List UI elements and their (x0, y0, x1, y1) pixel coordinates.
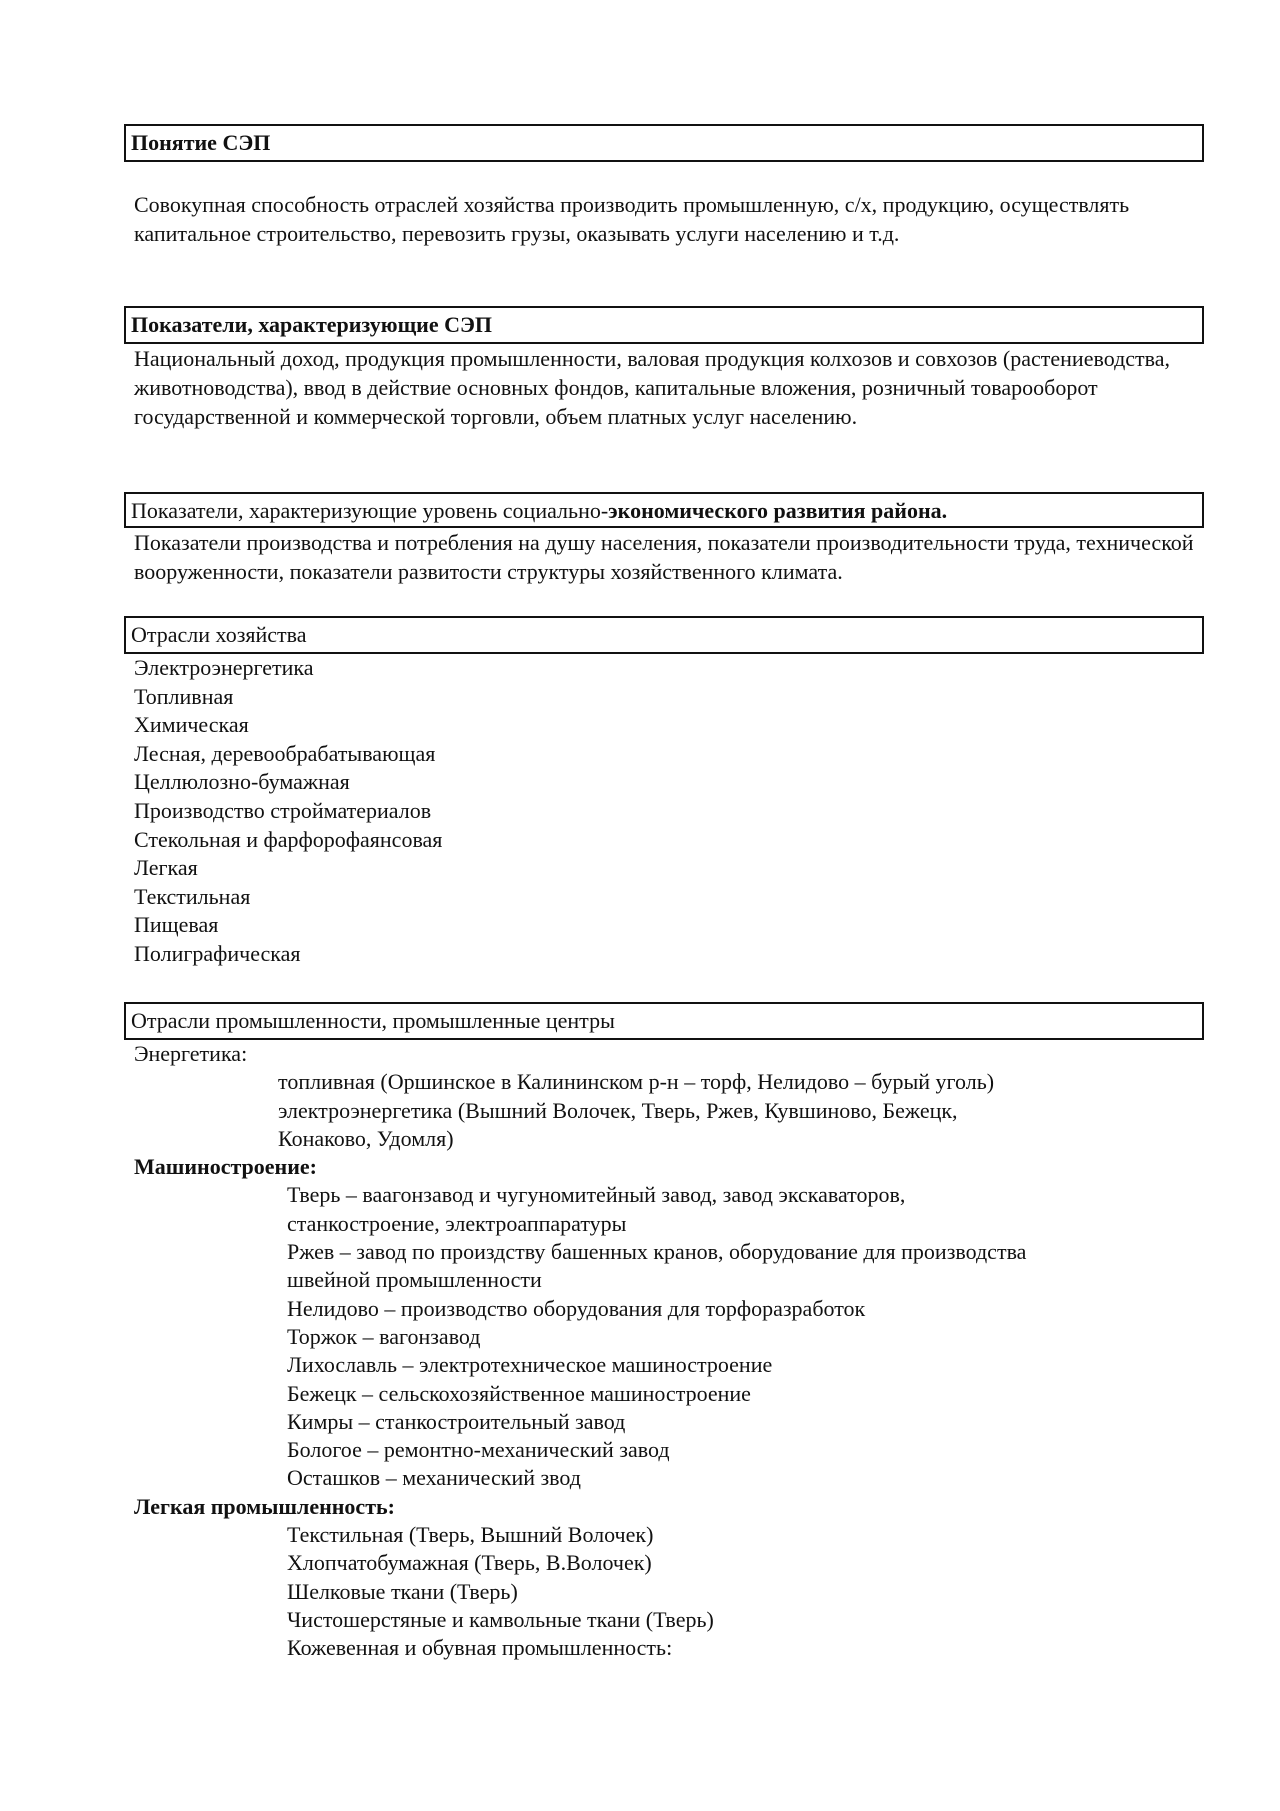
energy-line: топливная (Оршинское в Калининском р-н – торф, Нелидово – бурый уголь) (278, 1069, 995, 1095)
list-item: Текстильная (134, 883, 251, 909)
section-title-bold: экономического развития района. (608, 498, 948, 523)
machinery-line: швейной промышленности (287, 1267, 542, 1293)
light-industry-line: Кожевенная и обувная промышленность: (287, 1635, 673, 1661)
section-header-economy-branches (124, 616, 1204, 654)
energy-line: Конаково, Удомля) (278, 1125, 454, 1151)
list-item: Производство стройматериалов (134, 797, 432, 823)
section-header-sep-concept (124, 124, 1204, 162)
energy-line: электроэнергетика (Вышний Волочек, Тверь, Ржев, Кувшиново, Бежецк, (278, 1097, 958, 1123)
section-header-development-indicators (124, 492, 1204, 528)
machinery-line: станкостроение, электроаппаратуры (287, 1210, 627, 1236)
section-body-development-indicators (134, 528, 1194, 586)
section-header-industry-centers (124, 1002, 1204, 1040)
light-industry-line: Хлопчатобумажная (Тверь, В.Волочек) (287, 1550, 652, 1576)
list-item: Лесная, деревообрабатывающая (134, 740, 436, 766)
industry-centers-content (134, 1040, 1026, 1663)
section-body-sep-concept (134, 190, 1194, 248)
machinery-line: Бологое – ремонтно-механический завод (287, 1437, 670, 1463)
subsection-heading-machinery: Машиностроение: (134, 1154, 317, 1180)
list-item: Целлюлозно-бумажная (134, 769, 350, 795)
machinery-line: Осташков – механический звод (287, 1465, 581, 1491)
subsection-heading-energy: Энергетика: (134, 1041, 248, 1066)
machinery-line: Тверь – ваагонзавод и чугуномитейный завод, завод экскаваторов, (287, 1182, 906, 1208)
light-industry-line: Чистошерстяные и камвольные ткани (Тверь) (287, 1606, 714, 1632)
list-item: Пищевая (134, 912, 219, 938)
paragraph: Национальный доход, продукция промышленности, валовая продукция колхозов и совхозов (растениеводства, животноводства), ввод в действие основных фондов, капитальные вложения, розничный товарооборот государственной и коммерческой торговли, объем платных услуг населению. (134, 346, 1171, 429)
paragraph: Совокупная способность отраслей хозяйства производить промышленную, с/х, продукцию, осуществлять капитальное строительство, перевозить грузы, оказывать услуги населению и т.д. (134, 192, 1130, 246)
machinery-line: Торжок – вагонзавод (287, 1323, 481, 1349)
list-item: Полиграфическая (134, 940, 301, 966)
subsection-heading-light-industry: Легкая промышленность: (134, 1493, 395, 1519)
section-header-sep-indicators (124, 306, 1204, 344)
machinery-line: Лихославль – электротехническое машиностроение (287, 1352, 773, 1378)
list-item: Химическая (134, 712, 249, 738)
machinery-line: Нелидово – производство оборудования для торфоразработок (287, 1295, 866, 1321)
section-title: Показатели, характеризующие СЭП (131, 312, 493, 337)
list-item: Электроэнергетика (134, 655, 314, 680)
machinery-line: Кимры – станкостроительный завод (287, 1408, 626, 1434)
light-industry-line: Текстильная (Тверь, Вышний Волочек) (287, 1522, 654, 1548)
list-item: Топливная (134, 683, 234, 709)
list-item: Стекольная и фарфорофаянсовая (134, 826, 443, 852)
section-body-sep-indicators (134, 344, 1194, 431)
economy-branches-list (134, 654, 442, 969)
section-title-regular: Показатели, характеризующие уровень социально- (131, 498, 609, 523)
paragraph: Показатели производства и потребления на душу населения, показатели производительности труда, технической вооруженности, показатели развитости структуры хозяйственного климата. (134, 530, 1194, 584)
section-title: Понятие СЭП (131, 130, 271, 155)
machinery-line: Бежецк – сельскохозяйственное машиностроение (287, 1380, 751, 1406)
machinery-line: Ржев – завод по произдству башенных кранов, оборудование для производства (287, 1239, 1027, 1265)
list-item: Легкая (134, 855, 198, 881)
section-title: Отрасли хозяйства (131, 622, 307, 647)
light-industry-line: Шелковые ткани (Тверь) (287, 1578, 518, 1604)
section-title: Отрасли промышленности, промышленные центры (131, 1008, 615, 1033)
